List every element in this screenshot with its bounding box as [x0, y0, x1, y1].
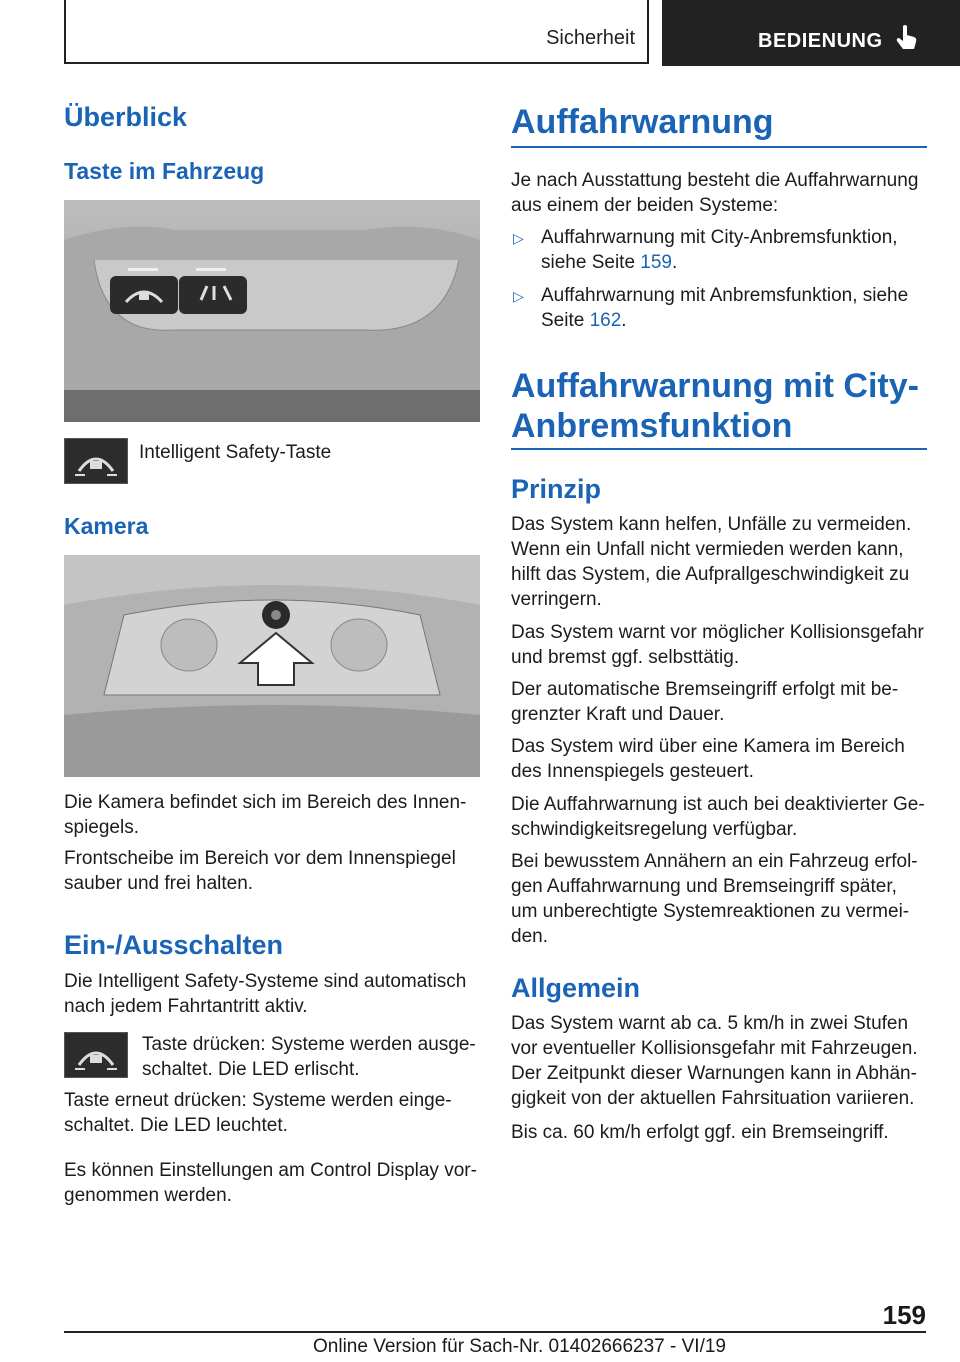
header-section-title: Sicherheit: [546, 27, 635, 49]
text-line: Der Zeitpunkt dieser Warnungen kann in Abhän-: [511, 1063, 917, 1084]
text-line: sauber und frei halten.: [64, 873, 254, 894]
text-line: Das System warnt vor möglicher Kollisionsgefahr: [511, 622, 924, 643]
text-line: vor eventueller Kollisionsgefahr mit Fahrzeugen.: [511, 1038, 918, 1059]
text-line: Auffahrwarnung mit Anbremsfunktion, siehe: [541, 285, 909, 306]
text-line: Der automatische Bremseingriff erfolgt mit be-: [511, 679, 899, 700]
header-chapter-label: BEDIENUNG: [758, 30, 883, 52]
bullet-triangle-icon: ▷: [513, 288, 524, 304]
bullet-item-1: [541, 225, 898, 275]
text-line: schwindigkeitsregelung verfügbar.: [511, 819, 798, 840]
taste-caption: Intelligent Safety-Taste: [139, 442, 332, 463]
page-link-162[interactable]: 162: [589, 310, 622, 331]
text-line: Das System wird über eine Kamera im Bereich: [511, 736, 905, 757]
prinzip-paragraph-3: [511, 677, 898, 727]
text-line: Die Intelligent Safety-Systeme sind automatisch: [64, 971, 467, 992]
header-chapter-tab[interactable]: [662, 0, 960, 66]
footer-rule: [64, 1331, 926, 1333]
heading-ueberblick: Überblick: [64, 102, 188, 132]
heading-allgemein: Allgemein: [511, 973, 641, 1003]
pointing-hand-icon: [894, 24, 920, 57]
text-line: Anbremsfunktion: [511, 407, 793, 445]
text-line: grenzter Kraft und Dauer.: [511, 704, 725, 725]
prinzip-paragraph-4: [511, 734, 905, 784]
einaus-paragraph-2: [64, 1088, 452, 1138]
prinzip-paragraph-6: [511, 849, 918, 949]
heading-ein-ausschalten: Ein-/Ausschalten: [64, 930, 284, 960]
page-link-159[interactable]: 159: [640, 252, 672, 273]
text-line: genommen werden.: [64, 1185, 232, 1206]
text-line: Taste drücken: Systeme werden ausge-: [142, 1034, 476, 1055]
heading-rule: [511, 448, 927, 450]
intelligent-safety-icon: [64, 1032, 128, 1078]
prinzip-paragraph-5: [511, 792, 925, 842]
heading-rule: [511, 146, 927, 148]
text-line: Wenn ein Unfall nicht vermieden werden kann,: [511, 539, 904, 560]
page-number: 159: [882, 1300, 926, 1330]
text-line: Je nach Ausstattung besteht die Auffahrwarnung: [511, 170, 919, 191]
bullet-triangle-icon: ▷: [513, 230, 524, 246]
kamera-paragraph-2: [64, 846, 456, 896]
text-line: Das System kann helfen, Unfälle zu vermeiden.: [511, 514, 912, 535]
text-line: Die Kamera befindet sich im Bereich des Innen-: [64, 792, 467, 813]
text-line: und bremst ggf. selbsttätig.: [511, 647, 740, 668]
text-line: gen Auffahrwarnung und Bremseingriff später,: [511, 876, 897, 897]
allgemein-paragraph-2: Bis ca. 60 km/h erfolgt ggf. ein Bremseingriff.: [511, 1122, 889, 1143]
text-line: den.: [511, 926, 548, 947]
footer-online-version: Online Version für Sach-Nr. 01402666237 - VI/19: [313, 1336, 726, 1357]
text-line: hilft das System, die Aufprallgeschwindigkeit zu: [511, 564, 910, 585]
heading-kamera: Kamera: [64, 513, 149, 539]
heading-prinzip: Prinzip: [511, 474, 602, 504]
text-line: spiegels.: [64, 817, 139, 838]
text-span: siehe Seite: [541, 252, 641, 273]
text-line: siehe Seite 159.: [541, 252, 678, 273]
text-span: Seite: [541, 310, 590, 331]
einaus-icon-text: [142, 1032, 476, 1082]
auffahr-paragraph: [511, 168, 918, 218]
text-line: aus einem der beiden Systeme:: [511, 195, 779, 216]
text-line: gigkeit von der aktuellen Fahrsituation variieren.: [511, 1088, 915, 1109]
einaus-paragraph-1: [64, 969, 466, 1019]
text-line: schaltet. Die LED erlischt.: [142, 1059, 360, 1080]
einaus-paragraph-3: [64, 1158, 477, 1208]
text-line: um unberechtigte Systemreaktionen zu vermei-: [511, 901, 910, 922]
heading-city-anbremsfunktion: [511, 366, 919, 446]
intelligent-safety-icon: [64, 438, 128, 484]
heading-taste-im-fahrzeug: Taste im Fahrzeug: [64, 158, 265, 184]
text-line: Bei bewusstem Annähern an ein Fahrzeug erfol-: [511, 851, 918, 872]
kamera-paragraph-1: [64, 790, 466, 840]
allgemein-paragraph-1: [511, 1011, 918, 1111]
text-line: Die Auffahrwarnung ist auch bei deaktivierter Ge-: [511, 794, 925, 815]
text-line: schaltet. Die LED leuchtet.: [64, 1115, 288, 1136]
text-line: Das System warnt ab ca. 5 km/h in zwei Stufen: [511, 1013, 909, 1034]
bullet-item-2: [541, 283, 908, 333]
text-line: Seite 162.: [541, 310, 627, 331]
text-line: Es können Einstellungen am Control Display vor-: [64, 1160, 477, 1181]
text-line: Auffahrwarnung mit City-: [511, 367, 919, 405]
text-line: verringern.: [511, 589, 602, 610]
text-line: Frontscheibe im Bereich vor dem Innenspiegel: [64, 848, 456, 869]
header-section-box: [64, 0, 649, 64]
camera-photo: [64, 555, 480, 777]
prinzip-paragraph-1: [511, 512, 911, 612]
text-line: Taste erneut drücken: Systeme werden einge-: [64, 1090, 452, 1111]
text-line: des Innenspiegels gesteuert.: [511, 761, 754, 782]
prinzip-paragraph-2: [511, 620, 924, 670]
text-line: Auffahrwarnung mit City-Anbremsfunktion,: [541, 227, 898, 248]
text-line: nach jedem Fahrtantritt aktiv.: [64, 996, 308, 1017]
button-photo: [64, 200, 480, 422]
heading-auffahrwarnung: Auffahrwarnung: [511, 103, 774, 141]
